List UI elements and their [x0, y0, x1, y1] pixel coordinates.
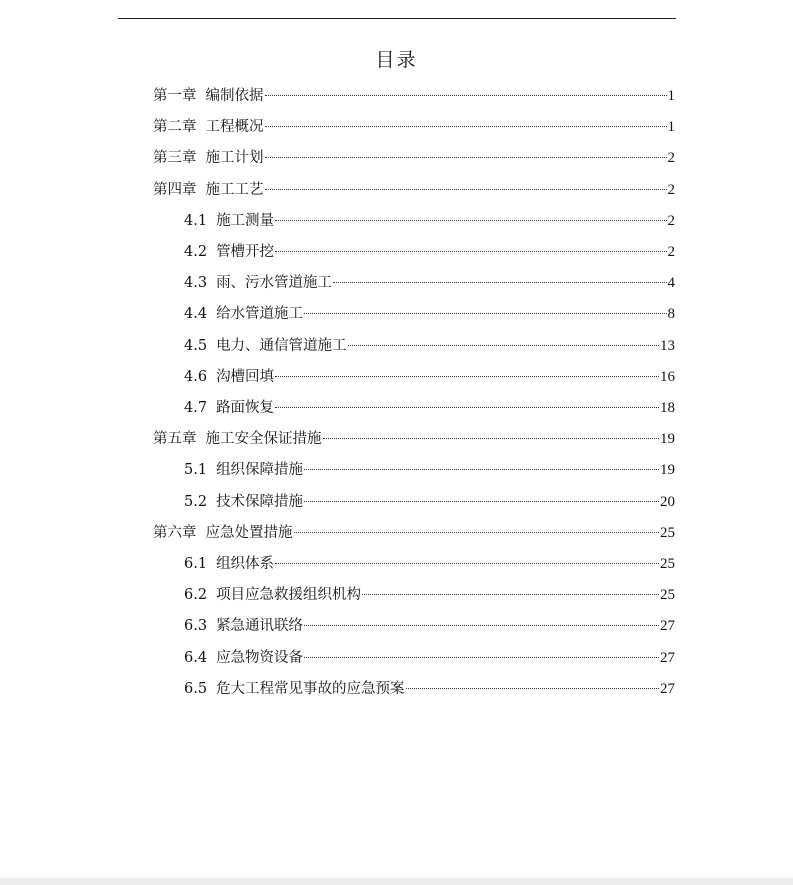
toc-page-number: 8 [667, 306, 675, 323]
toc-page-number: 2 [667, 212, 675, 229]
toc-entry-label [153, 428, 322, 450]
toc-entry-label [184, 615, 303, 637]
toc-page-number: 1 [667, 88, 675, 104]
toc-entry-label [153, 522, 293, 544]
toc-entry-text: 紧急通讯联络 [216, 618, 304, 635]
toc-entry-text: 应急物资设备 [216, 649, 304, 666]
dot-leader [294, 532, 660, 533]
toc-page-number: 2 [667, 181, 675, 198]
toc-section-entry[interactable] [184, 210, 675, 232]
dot-leader [265, 95, 667, 96]
toc-page-number: 16 [660, 368, 675, 385]
toc-section-entry[interactable] [184, 584, 675, 606]
toc-entry-number: 5.2 [184, 493, 208, 510]
dot-leader [275, 407, 659, 408]
toc-section-entry[interactable] [184, 272, 675, 294]
toc-page-number: 25 [660, 587, 675, 604]
toc-entry-label [184, 241, 274, 263]
toc-entry-text: 给水管道施工 [216, 306, 304, 323]
toc-entry-text: 工程概况 [205, 119, 264, 136]
toc-page-number: 27 [660, 618, 675, 635]
toc-chapter-entry[interactable] [153, 85, 675, 107]
dot-leader [304, 469, 659, 470]
toc-entry-text: 沟槽回填 [216, 368, 275, 385]
toc-entry-number: 第五章 [153, 431, 197, 448]
toc-entry-text: 施工计划 [205, 150, 264, 167]
toc-section-entry[interactable] [184, 241, 675, 263]
toc-section-entry[interactable] [184, 366, 675, 388]
toc-entry-label [184, 272, 332, 294]
toc-entry-number: 5.1 [184, 462, 208, 479]
toc-entry-label [184, 210, 274, 232]
toc-entry-number: 4.7 [184, 400, 208, 416]
toc-chapter-entry[interactable] [153, 522, 675, 544]
toc-entry-text: 项目应急救援组织机构 [216, 587, 362, 604]
toc-entry-text: 雨、污水管道施工 [216, 275, 333, 292]
dot-leader [265, 126, 667, 127]
toc-entry-number: 6.1 [184, 556, 208, 572]
dot-leader [333, 282, 666, 283]
dot-leader [304, 657, 659, 658]
dot-leader [265, 189, 667, 190]
toc-section-entry[interactable] [184, 553, 675, 575]
toc-entry-label [153, 116, 264, 138]
toc-entry-text: 施工测量 [216, 212, 275, 229]
toc-chapter-entry[interactable] [153, 428, 675, 450]
toc-entry-label [184, 678, 405, 700]
toc-entry-number: 6.4 [184, 649, 208, 666]
dot-leader [275, 376, 659, 377]
dot-leader [304, 625, 659, 626]
dot-leader [304, 313, 666, 314]
toc-page-number: 27 [660, 680, 675, 697]
toc-entry-text: 电力、通信管道施工 [216, 337, 347, 354]
toc-page-number: 19 [660, 462, 675, 479]
header-rule [118, 18, 676, 19]
toc-section-entry[interactable] [184, 335, 675, 357]
toc-section-entry[interactable] [184, 491, 675, 513]
toc-entry-text: 编制依据 [205, 88, 264, 104]
toc-entry-label [184, 366, 274, 388]
toc-entry-number: 6.5 [184, 680, 208, 697]
toc-page-number: 18 [660, 400, 675, 416]
toc-section-entry[interactable] [184, 615, 675, 637]
dot-leader [275, 220, 666, 221]
toc-page-number: 20 [660, 493, 675, 510]
toc-entry-text: 施工工艺 [205, 181, 264, 198]
toc-page-number: 25 [660, 524, 675, 541]
toc-entry-number: 第三章 [153, 150, 197, 167]
toc-entry-text: 技术保障措施 [216, 493, 304, 510]
toc-chapter-entry[interactable] [153, 116, 675, 138]
toc-entry-text: 施工安全保证措施 [205, 431, 322, 448]
toc-entry-number: 6.2 [184, 587, 208, 604]
toc-entry-number: 第二章 [153, 119, 197, 136]
toc-section-entry[interactable] [184, 397, 675, 419]
toc-entry-number: 4.5 [184, 337, 208, 354]
dot-leader [304, 501, 659, 502]
toc-entry-number: 第一章 [153, 88, 197, 104]
toc-entry-text: 组织保障措施 [216, 462, 304, 479]
dot-leader [323, 438, 660, 439]
page-bottom-margin [0, 878, 793, 885]
toc-page-number: 19 [660, 431, 675, 448]
toc-entry-text: 路面恢复 [216, 400, 275, 416]
toc-entry-label [184, 303, 303, 325]
toc-entry-number: 4.3 [184, 275, 208, 292]
toc-page-number: 4 [667, 275, 675, 292]
dot-leader [348, 345, 659, 346]
toc-entry-label [184, 584, 361, 606]
toc-title: 目录 [375, 49, 418, 71]
toc-entry-label [184, 459, 303, 481]
toc-entry-label [184, 491, 303, 513]
toc-entry-number: 4.6 [184, 368, 208, 385]
toc-chapter-entry[interactable] [153, 179, 675, 201]
toc-page-number: 2 [667, 244, 675, 260]
dot-leader [275, 563, 659, 564]
toc-entry-label [184, 335, 347, 357]
dot-leader [406, 688, 659, 689]
toc-section-entry[interactable] [184, 678, 675, 700]
toc-entry-number: 第四章 [153, 181, 197, 198]
toc-entry-number: 第六章 [153, 524, 197, 541]
toc-entry-label [184, 647, 303, 669]
toc-entry-label [153, 147, 264, 169]
toc-entry-label [184, 397, 274, 419]
toc-entry-text: 管槽开挖 [216, 244, 275, 260]
toc-entry-text: 应急处置措施 [205, 524, 293, 541]
dot-leader [265, 157, 667, 158]
toc-entry-text: 危大工程常见事故的应急预案 [216, 680, 405, 697]
toc-entry-number: 6.3 [184, 618, 208, 635]
toc-chapter-entry[interactable] [153, 147, 675, 169]
toc-entry-number: 4.1 [184, 212, 208, 229]
toc-entry-label [184, 553, 274, 575]
toc-page-number: 1 [667, 119, 675, 136]
toc-page-number: 25 [660, 556, 675, 572]
toc-section-entry[interactable] [184, 647, 675, 669]
toc-page-number: 2 [667, 150, 675, 167]
toc-entry-number: 4.4 [184, 306, 208, 323]
toc-page-number: 27 [660, 649, 675, 666]
toc-section-entry[interactable] [184, 303, 675, 325]
toc-section-entry[interactable] [184, 459, 675, 481]
toc-page-number: 13 [660, 337, 675, 354]
toc-entry-label [153, 85, 264, 107]
toc-entry-label [153, 179, 264, 201]
toc-entry-text: 组织体系 [216, 556, 275, 572]
dot-leader [362, 594, 659, 595]
toc-entry-number: 4.2 [184, 244, 208, 260]
dot-leader [275, 251, 666, 252]
